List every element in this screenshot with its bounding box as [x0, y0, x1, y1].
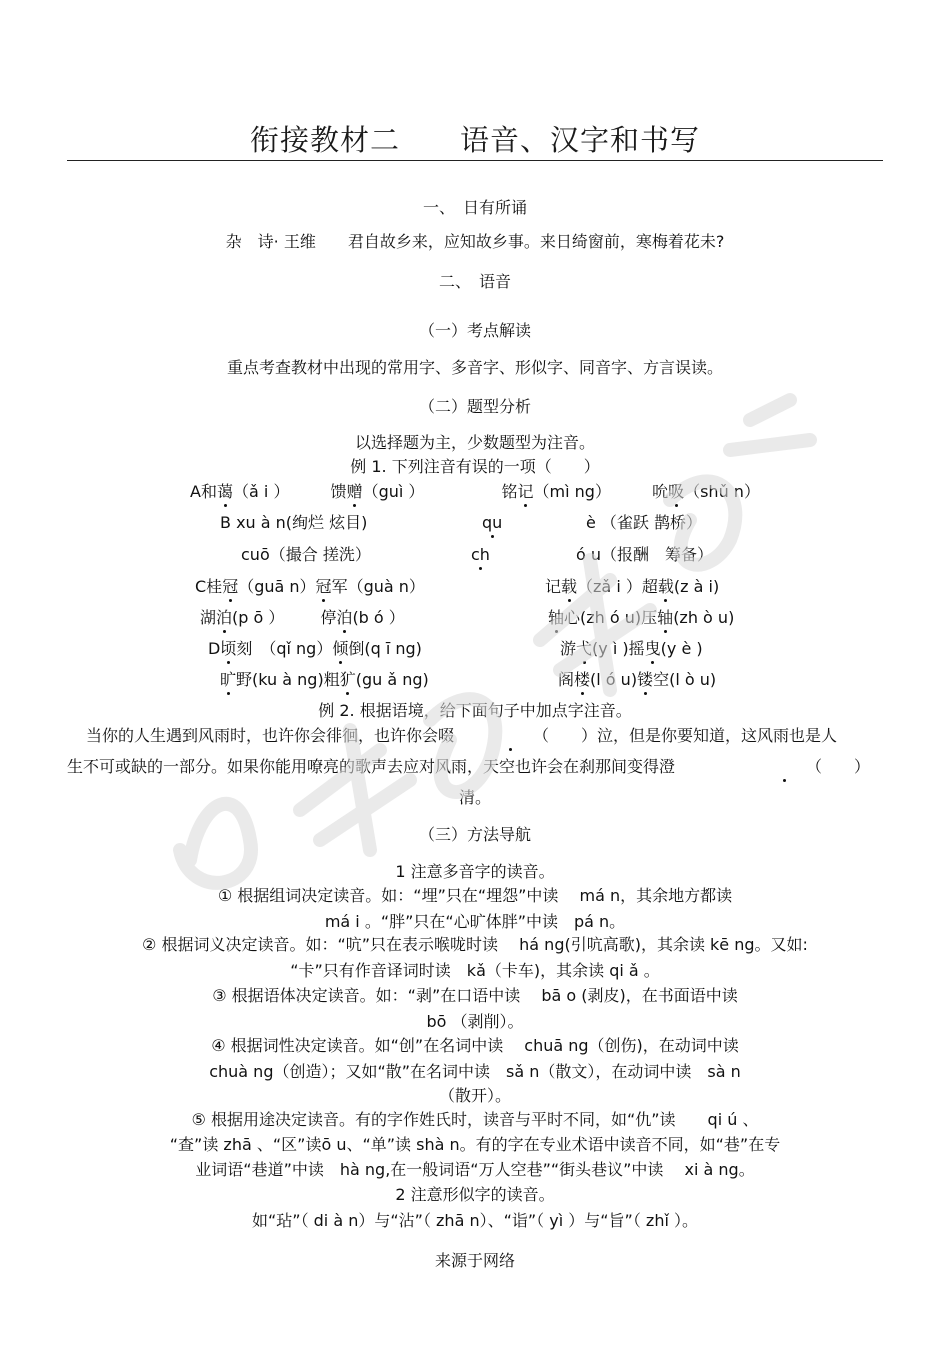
method-4-line-3: （散开）。: [438, 1086, 511, 1105]
option-b-row-2b: ch: [471, 545, 490, 564]
method-2-line-2: “卡”只有作音译词时读 kǎ（卡车)，其余读 qi ǎ 。: [290, 961, 660, 980]
example-2-line-1a: 当你的人生遇到风雨时，也许你会徘徊，也许你会啜: [86, 726, 455, 745]
example-2-question: 例 2. 根据语境，给下面句子中加点字注音。: [318, 701, 632, 720]
option-d-row-1-left: D顷刻 （qǐ ng）倾倒(q ī ng): [208, 639, 422, 658]
section-heading-phonetics: 二、 语音: [438, 272, 511, 291]
method-1-line-1: ① 根据组词决定读音。如：“埋”只在“埋怨”中读 má n，其余地方都读: [217, 886, 733, 905]
subsection-heading-key-points: （一）考点解读: [418, 321, 531, 340]
method-3-line-2: bō （剥削）。: [426, 1012, 524, 1031]
option-b-row-1b: qu: [482, 513, 503, 532]
title-divider: [67, 160, 883, 161]
method-4-line-2: chuà ng（创造）；又如“散”在名词中读 sǎ n（散文），在动词中读 sà n: [209, 1062, 741, 1081]
page-footer: 来源于网络: [434, 1251, 515, 1270]
option-c-row-1-right: 记载（zǎ i ）超载(z à i): [545, 577, 720, 596]
method-4-line-1: ④ 根据词性决定读音。如“创”在名词中读 chuā ng（创伤)，在动词中读: [211, 1036, 739, 1055]
option-c-row-2-left: 湖泊(p ō ） 停泊(b ó ）: [200, 608, 405, 627]
subsection-heading-method-guide: （三）方法导航: [418, 825, 531, 844]
option-d-row-2-left: 旷野(ku à ng)粗犷(gu ǎ ng): [220, 670, 429, 689]
method-5-line-1: ⑤ 根据用途决定读音。有的字作姓氏时，读音与平时不同，如“仇”读 qi ú 、: [191, 1110, 759, 1129]
option-b-row-1a: B xu à n(绚烂 炫目): [220, 513, 368, 532]
method-point-2-title: 2 注意形似字的读音。: [395, 1185, 555, 1204]
section-heading-daily-recitation: 一、 日有所诵: [422, 198, 527, 217]
method-point-2-text: 如“玷”（ di à n）与“沾”（ zhā n）、“诣”（ yì ）与“旨”（ zhǐ ）。: [251, 1211, 699, 1230]
option-d-row-2-right: 阁楼(l ó u)镂空(l ò u): [558, 670, 717, 689]
option-b-row-1c: è （雀跃 鹊桥）: [586, 513, 703, 532]
option-c-row-1-left: C桂冠（guā n）冠军（guà n）: [195, 577, 425, 596]
title-left: 衔接教材二: [249, 123, 400, 157]
dot-marker-2: [784, 756, 794, 778]
option-b-row-2c: ó u（报酬 筹备）: [576, 545, 714, 564]
title-right: 语音、汉字和书写: [460, 123, 701, 157]
example-2-line-3: 清。: [458, 788, 491, 807]
example-2-line-1b: （ ）泣，但是你要知道，这风雨也是人: [533, 726, 838, 745]
method-5-line-3: 业词语“巷道”中读 hà ng,在一般词语“万人空巷”“街头巷议”中读 xi à ng。: [195, 1160, 755, 1179]
option-a-row: A和蔼（ǎ i ） 馈赠（guì ） 铭记（mì ng） 吮吸（shǔ n）: [190, 482, 760, 501]
method-3-line-1: ③ 根据语体决定读音。如：“剥”在口语中读 bā o (剥皮)，在书面语中读: [212, 986, 738, 1005]
page-title: [0, 118, 950, 159]
option-b-row-2a: cuō（撮合 搓洗）: [241, 545, 371, 564]
example-1-question: 例 1. 下列注音有误的一项（ ）: [350, 457, 600, 476]
question-types-intro: 以选择题为主，少数题型为注音。: [354, 433, 595, 452]
method-5-line-2: “查”读 zhā 、“区”读ō u、“单”读 shà n。有的字在专业术语中读音不同，如“巷”在专: [169, 1135, 781, 1154]
example-2-line-2a: 生不可或缺的一部分。如果你能用嘹亮的歌声去应对风雨，天空也许会在刹那间变得澄: [67, 757, 676, 776]
option-c-row-2-right: 轴心(zh ó u)压轴(zh ò u): [548, 608, 735, 627]
method-1-line-2: má i 。“胖”只在“心旷体胖”中读 pá n。: [324, 912, 626, 931]
example-2-line-2b: （ ）: [806, 757, 871, 776]
method-point-1-title: 1 注意多音字的读音。: [395, 862, 555, 881]
option-d-row-1-right: 游弋(y ì )摇曳(y è ): [560, 639, 703, 658]
method-2-line-1: ② 根据词义决定读音。如：“吭”只在表示喉咙时读 há ng(引吭高歌)，其余读 kē ng。又如:: [142, 935, 808, 954]
poem-line: 杂 诗· 王维 君自故乡来，应知故乡事。来日绮窗前，寒梅着花未?: [225, 232, 725, 251]
dot-marker-1: [510, 725, 520, 747]
subsection-heading-question-types: （二）题型分析: [418, 397, 531, 416]
key-points-text: 重点考查教材中出现的常用字、多音字、形似字、同音字、方言误读。: [226, 358, 723, 377]
